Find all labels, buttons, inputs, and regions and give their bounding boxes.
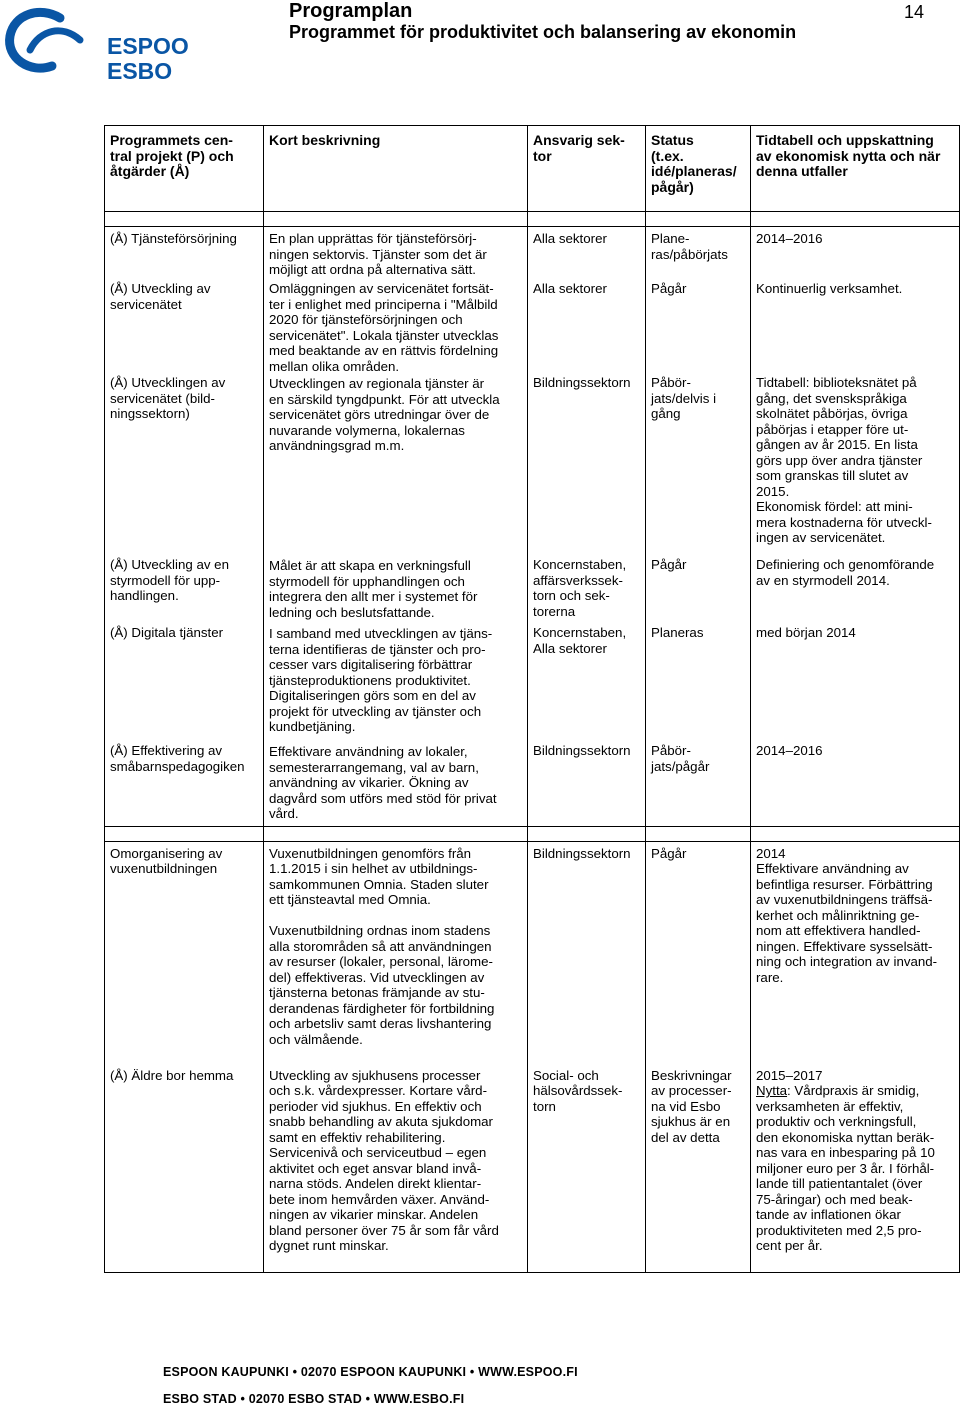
- description-entry: Effektivare användning av lokaler, semesterarrangemang, val av barn, användning av vikarier. Ökning av dagvård som utförs med stöd för privat vård.: [269, 744, 497, 821]
- description-entry: Omläggningen av servicenätet fortsät- ter i enlighet med principerna i "Målbild 2020 för tjänsteförsörjningen och servicenätet". Lokala tjänster utvecklas med beaktande av en rättvis fördelning mellan olika områden.: [269, 281, 499, 374]
- schedule-entry: 2014–2016: [756, 231, 823, 246]
- sector-entry: Alla sektorer: [533, 281, 607, 296]
- project-entry: Omorganisering av vuxenutbildningen: [110, 845, 223, 876]
- sector-entry: Bildningssektorn: [533, 375, 631, 390]
- sector-column: [528, 841, 646, 1272]
- sector-entry: Social- och hälsovårdssek- torn: [533, 1067, 623, 1114]
- sector-entry: Koncernstaben, affärsverkssek- torn och sek- torerna: [533, 557, 627, 619]
- status-column: [646, 841, 751, 1272]
- description-entry: Utveckling av sjukhusens processer och s.k. vårdexpresser. Kortare vård- perioder vid sjukhus. En effektiv och snabb behandling av akuta sjukdomar samt en effektiv rehabilitering. Servicenivå och serviceutbud – egen aktivitet och eget ansvar bland invå- narna stöds. Andelen direkt klientar- bete inom hemvården växer. Använd- ningen av vikarier minskar. Andelen bland personer över 75 år som får vård dygnet runt minskar.: [269, 1067, 499, 1253]
- description-entry: Målet är att skapa en verkningsfull styrmodell för upphandlingen och integrera den allt mer i systemet för ledning och beslutsfattande.: [269, 558, 478, 620]
- status-column: [646, 227, 751, 827]
- document-subtitle: Programmet för produktivitet och balansering av ekonomin: [289, 22, 797, 42]
- project-entry: (Å) Digitala tjänster: [110, 625, 224, 640]
- schedule-text: : Vårdpraxis är smidig, verksamheten är effektiv, produktiv och verkningsfull, den ekonomiska nyttan beräk- nas vara en inbesparing på 10 miljoner euro per 3 år. I förhål- lande till patientantalet (över 75-åringar) och med beak- tande av inflationen ökar produktiviteten med 2,5 pro- cent per år.: [756, 1083, 935, 1253]
- description-entry: Vuxenutbildningen genomförs från 1.1.2015 i sin helhet av utbildnings- samkommunen Omnia. Staden sluter ett tjänsteavtal med Omnia. Vuxenutbildning ordnas inom stadens alla storområden så att användningen av resurser (lokaler, personal, läromе- del) effektiveras. Vid utvecklingen av tjänsterna betonas främjande av stu- derandenas färdigheter för fortbildning och arbetsliv samt deras livshantering och välmående.: [269, 845, 495, 1047]
- project-entry: (Å) Tjänsteförsörjning: [110, 231, 237, 246]
- project-column: [105, 841, 264, 1272]
- status-entry: Påbör- jats/delvis i gång: [651, 375, 717, 421]
- status-entry: Plane- ras/påbörjats: [651, 231, 728, 262]
- status-entry: Pågår: [651, 557, 687, 572]
- footer-finnish: ESPOON KAUPUNKI • 02070 ESPOON KAUPUNKI • WWW.ESPOO.FI: [163, 1365, 578, 1379]
- table-row-group-1: [105, 227, 960, 827]
- schedule-entry: Kontinuerlig verksamhet.: [756, 281, 903, 296]
- description-column: [264, 841, 528, 1272]
- schedule-entry: Tidtabell: biblioteksnätet på gång, det svenskspråkiga skolnätet påbörjas, övriga påbörjas i etapper före ut- gången av år 2015. En lista görs upp över andra tjänster som granskas till slutet av 2015. Ekonomisk fördel: att mini- mera kostnaderna för utveckl- ingen av servicenätet.: [756, 375, 932, 545]
- project-entry: (Å) Utveckling av en styrmodell för upp- handlingen.: [110, 557, 229, 603]
- description-column: [264, 227, 528, 827]
- schedule-entry: 2014 Effektivare användning av befintliga resurser. Förbättring av vuxenutbildningens träffsä- kerhet och målinriktning ge- nom att effektivera handled- ningen. Effektivare sysselsätt- ning och integration av invand- rare.: [756, 845, 938, 985]
- schedule-entry: Definiering och genomförande av en styrmodell 2014.: [756, 557, 935, 588]
- project-entry: (Å) Utveckling av servicenätet: [110, 281, 211, 312]
- table-row-group-2: [105, 841, 960, 1272]
- column-header-schedule: Tidtabell och uppskattning av ekonomisk nytta och när denna utfaller: [751, 126, 960, 212]
- schedule-years: 2015–2017: [756, 1067, 823, 1083]
- project-column: [105, 227, 264, 827]
- status-entry: Pågår: [651, 281, 687, 296]
- logo-text-esbo: ESBO: [107, 58, 173, 84]
- status-entry: Pågår: [651, 845, 687, 861]
- project-entry: (Å) Effektivering av småbarnspedagogiken: [110, 743, 245, 774]
- schedule-entry: 2014–2016: [756, 743, 823, 758]
- sector-entry: Bildningssektorn: [533, 845, 631, 861]
- project-entry: (Å) Utvecklingen av servicenätet (bild- ningssektorn): [110, 375, 226, 421]
- schedule-column: [751, 227, 960, 827]
- sector-column: [528, 227, 646, 827]
- column-header-project: Programmets cen- tral projekt (P) och åtgärder (Å): [105, 126, 264, 212]
- sector-entry: Alla sektorer: [533, 231, 607, 246]
- column-header-description: Kort beskrivning: [264, 126, 528, 212]
- table-header-row: [105, 126, 960, 212]
- project-entry: (Å) Äldre bor hemma: [110, 1067, 234, 1083]
- schedule-entry: [756, 1066, 955, 1268]
- schedule-column: [751, 841, 960, 1272]
- status-entry: Beskrivningar av processer- na vid Esbo sjukhus är en del av detta: [651, 1067, 732, 1145]
- status-entry: Planeras: [651, 625, 704, 640]
- program-table: [104, 125, 960, 1273]
- sector-entry: Koncernstaben, Alla sektorer: [533, 625, 627, 656]
- page-number: 14: [903, 2, 924, 22]
- description-entry: I samband med utvecklingen av tjäns- terna identifieras de tjänster och pro- cesser vars digitalisering förbättrar tjänsteproduktionens produktivitet. Digitaliseringen görs som en del av projekt för utveckling av tjänster och kundbetjäning.: [269, 626, 493, 734]
- schedule-entry: med början 2014: [756, 625, 856, 640]
- footer-swedish: ESBO STAD • 02070 ESBO STAD • WWW.ESBO.FI: [163, 1392, 465, 1406]
- description-entry: Utvecklingen av regionala tjänster är en särskild tyngdpunkt. För att utveckla servicenätet görs utredningar över de nuvarande volymerna, lokalernas användningsgrad m.m.: [269, 376, 500, 453]
- schedule-label: Nytta: [756, 1083, 788, 1098]
- logo-text-espoo: ESPOO: [107, 33, 189, 59]
- sector-entry: Bildningssektorn: [533, 743, 631, 758]
- column-header-sector: Ansvarig sek- tor: [528, 126, 646, 212]
- document-title: Programplan: [289, 0, 413, 22]
- description-entry: En plan upprättas för tjänsteförsörj- ningen sektorvis. Tjänster som det är möjligt att ordna på alternativa sätt.: [269, 231, 487, 277]
- status-entry: Påbör- jats/pågår: [651, 743, 710, 774]
- espoo-esbo-logo: [0, 0, 200, 90]
- column-header-status: Status (t.ex. idé/planeras/ pågår): [646, 126, 751, 212]
- table-spacer: [105, 826, 960, 841]
- table-spacer: [105, 212, 960, 227]
